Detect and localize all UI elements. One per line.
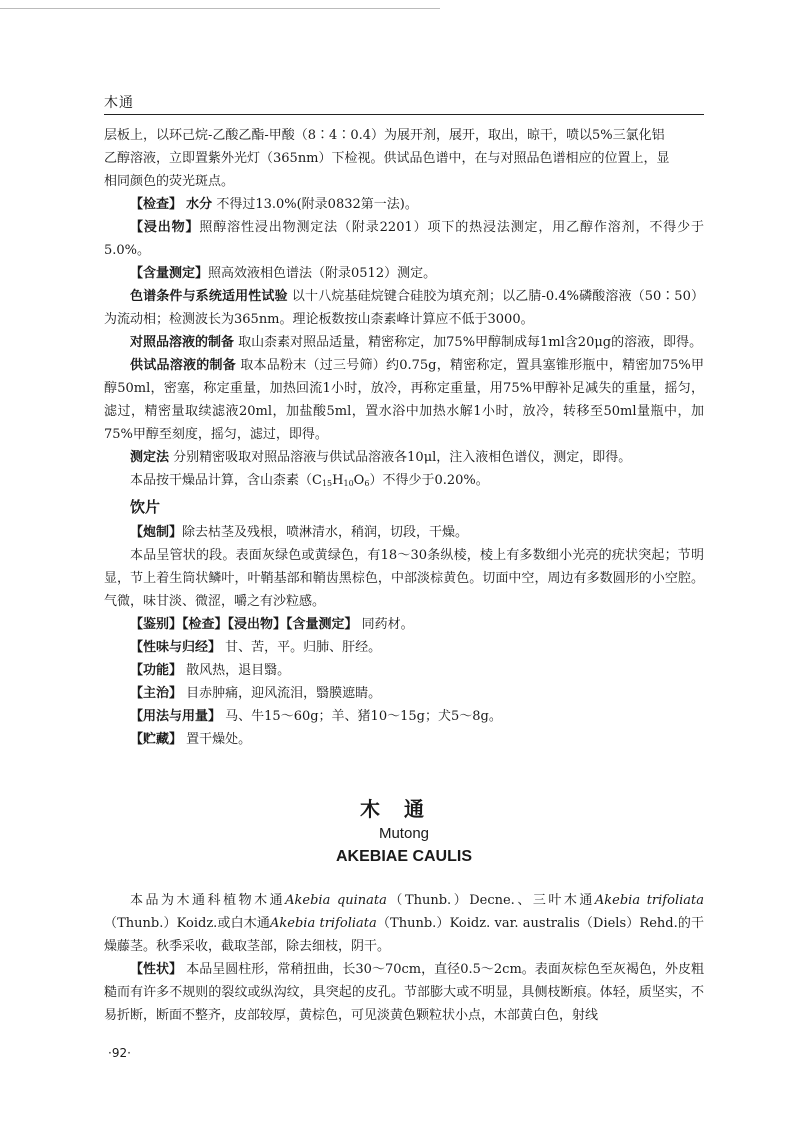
extract-text: 照醇溶性浸出物测定法（附录2201）项下的热浸法测定，用乙醇作溶剂，不得少于5.0%。: [104, 220, 704, 258]
source-text-2: （Thunb.）Decne.、三叶木通: [386, 893, 595, 908]
source-text-4: （Thunb.）Koidz. var. australis（Diels）Rehd.的干燥藤茎。秋季采收，截取茎部，除去细枝，阴干。: [104, 916, 704, 954]
nature-label: 【性味与归经】: [130, 640, 222, 655]
intro-paragraph: [104, 124, 704, 193]
page-body: [104, 124, 704, 1027]
assay-label: 【含量测定】: [130, 266, 209, 281]
intro-line-3: 相同颜色的荧光斑点。: [104, 174, 235, 189]
running-head: 木通: [104, 95, 134, 111]
mutong-source-paragraph: [104, 889, 704, 958]
nature-paragraph: [104, 636, 704, 659]
chrom-label: 色谱条件与系统适用性试验: [130, 289, 288, 304]
header-rule: [104, 114, 704, 115]
content-limit-paragraph: [104, 469, 704, 492]
characters-text: 本品呈圆柱形，常稍扭曲，长30～70cm，直径0.5～2cm。表面灰棕色至灰褐色，外皮粗糙而有许多不规则的裂纹或纵沟纹，具突起的皮孔。节部膨大或不明显，具侧枝断痕。体轻，质坚实，不易折断，断面不整齐，皮部较厚，黄棕色，可见淡黄色颗粒状小点，木部黄白色，射线: [104, 962, 704, 1023]
species-akebia-trifoliata-var: Akebia trifoliata: [270, 916, 377, 931]
check-text: 不得过13.0%(附录0832第一法)。: [216, 197, 418, 212]
formula-h: H: [332, 473, 344, 488]
species-akebia-quinata: Akebia quinata: [285, 893, 387, 908]
formula-sub-c: 15: [321, 479, 333, 488]
page-number: ·92·: [108, 1046, 131, 1060]
characters-label: 【性状】: [130, 962, 183, 977]
storage-label: 【贮藏】: [130, 732, 183, 747]
check-sub-label: 水分: [186, 197, 213, 212]
function-label: 【功能】: [130, 663, 183, 678]
content-post: ）不得少于0.20%。: [369, 473, 489, 488]
test-text: 取本品粉末（过三号筛）约0.75g，精密称定，置具塞锥形瓶中，精密加75%甲醇50ml，密塞，称定重量，加热回流1小时，放冷，再称定重量，用75%甲醇补足减失的重量，摇匀，滤过，精密量取续滤液20ml，加盐酸5ml，置水浴中加热水解1小时，放冷，转移至50ml量瓶中，加75%甲醇至刻度，摇匀，滤过，即得。: [104, 358, 704, 442]
source-text-1: 本品为木通科植物木通: [130, 893, 286, 908]
scan-top-rule: [0, 8, 440, 9]
function-paragraph: [104, 659, 704, 682]
method-paragraph: [104, 446, 704, 469]
dosage-label: 【用法与用量】: [130, 709, 222, 724]
characters-paragraph: [104, 958, 704, 1027]
test-solution-paragraph: [104, 354, 704, 446]
intro-line-1: 层板上，以环己烷-乙酸乙酯-甲酸（8∶4∶0.4）为展开剂，展开，取出，晾干，喷以5%三氯化铝: [104, 128, 665, 143]
method-label: 测定法: [130, 450, 170, 465]
source-text-3: （Thunb.）Koidz.或白木通: [104, 916, 271, 931]
monograph-title-chinese: 木通: [360, 797, 448, 821]
chrom-text: 以十八烷基硅烷键合硅胶为填充剂；以乙腈-0.4%磷酸溶液（50∶50）为流动相；检测波长为365nm。理论板数按山柰素峰计算应不低于3000。: [104, 289, 704, 327]
check-paragraph: [104, 193, 704, 216]
formula-sub-h: 10: [343, 479, 354, 488]
monograph-title-latin: AKEBIAE CAULIS: [335, 848, 472, 865]
function-text: 散风热，退目翳。: [186, 663, 291, 678]
storage-paragraph: [104, 728, 704, 751]
species-akebia-trifoliata: Akebia trifoliata: [594, 893, 704, 908]
check-label: 【检查】: [130, 197, 183, 212]
processing-paragraph: [104, 521, 704, 544]
indication-paragraph: [104, 682, 704, 705]
same-as-crude-paragraph: [104, 613, 704, 636]
chromatography-paragraph: [104, 285, 704, 331]
dosage-paragraph: [104, 705, 704, 728]
indication-label: 【主治】: [130, 686, 183, 701]
extract-paragraph: [104, 216, 704, 262]
processing-label: 【炮制】: [130, 525, 183, 540]
content-pre: 本品按干燥品计算，含山柰素（C: [130, 473, 322, 488]
ref-text: 取山柰素对照品适量，精密称定，加75%甲醇制成每1ml含20μg的溶液，即得。: [238, 335, 703, 350]
description-paragraph: 本品呈管状的段。表面灰绿色或黄绿色，有18～30条纵棱，棱上有多数细小光亮的疣状突起；节明显，节上着生筒状鳞叶，叶鞘基部和鞘齿黑棕色，中部淡棕黄色。切面中空，周边有多数圆形的小空腔。气微，味甘淡、微涩，嚼之有沙粒感。: [104, 548, 704, 609]
formula-o: O: [353, 473, 365, 488]
intro-line-2: 乙醇溶液，立即置紫外光灯（365nm）下检视。供试品色谱中，在与对照品色谱相应的位置上，显: [104, 151, 670, 166]
dosage-text: 马、牛15～60g；羊、猪10～15g；犬5～8g。: [225, 709, 502, 724]
assay-paragraph: [104, 262, 704, 285]
monograph-title-pinyin: Mutong: [378, 825, 430, 842]
assay-text: 照高效液相色谱法（附录0512）测定。: [208, 266, 437, 281]
indication-text: 目赤肿痛，迎风流泪，翳膜遮睛。: [186, 686, 382, 701]
same-text: 同药材。: [361, 617, 414, 632]
formula-sub-o: 6: [364, 479, 370, 488]
test-label: 供试品溶液的制备: [130, 358, 236, 373]
extract-label: 【浸出物】: [130, 220, 200, 235]
nature-text: 甘、苦，平。归肺、肝经。: [225, 640, 382, 655]
processing-text: 除去枯茎及残根，喷淋清水，稍润，切段，干燥。: [182, 525, 469, 540]
storage-text: 置干燥处。: [186, 732, 252, 747]
method-text: 分别精密吸取对照品溶液与供试品溶液各10μl，注入液相色谱仪，测定，即得。: [173, 450, 632, 465]
section-heading-yinpian: 饮片: [130, 498, 161, 516]
same-label: 【鉴别】【检查】【浸出物】【含量测定】: [130, 617, 358, 632]
reference-solution-paragraph: [104, 331, 704, 354]
ref-label: 对照品溶液的制备: [130, 335, 235, 350]
